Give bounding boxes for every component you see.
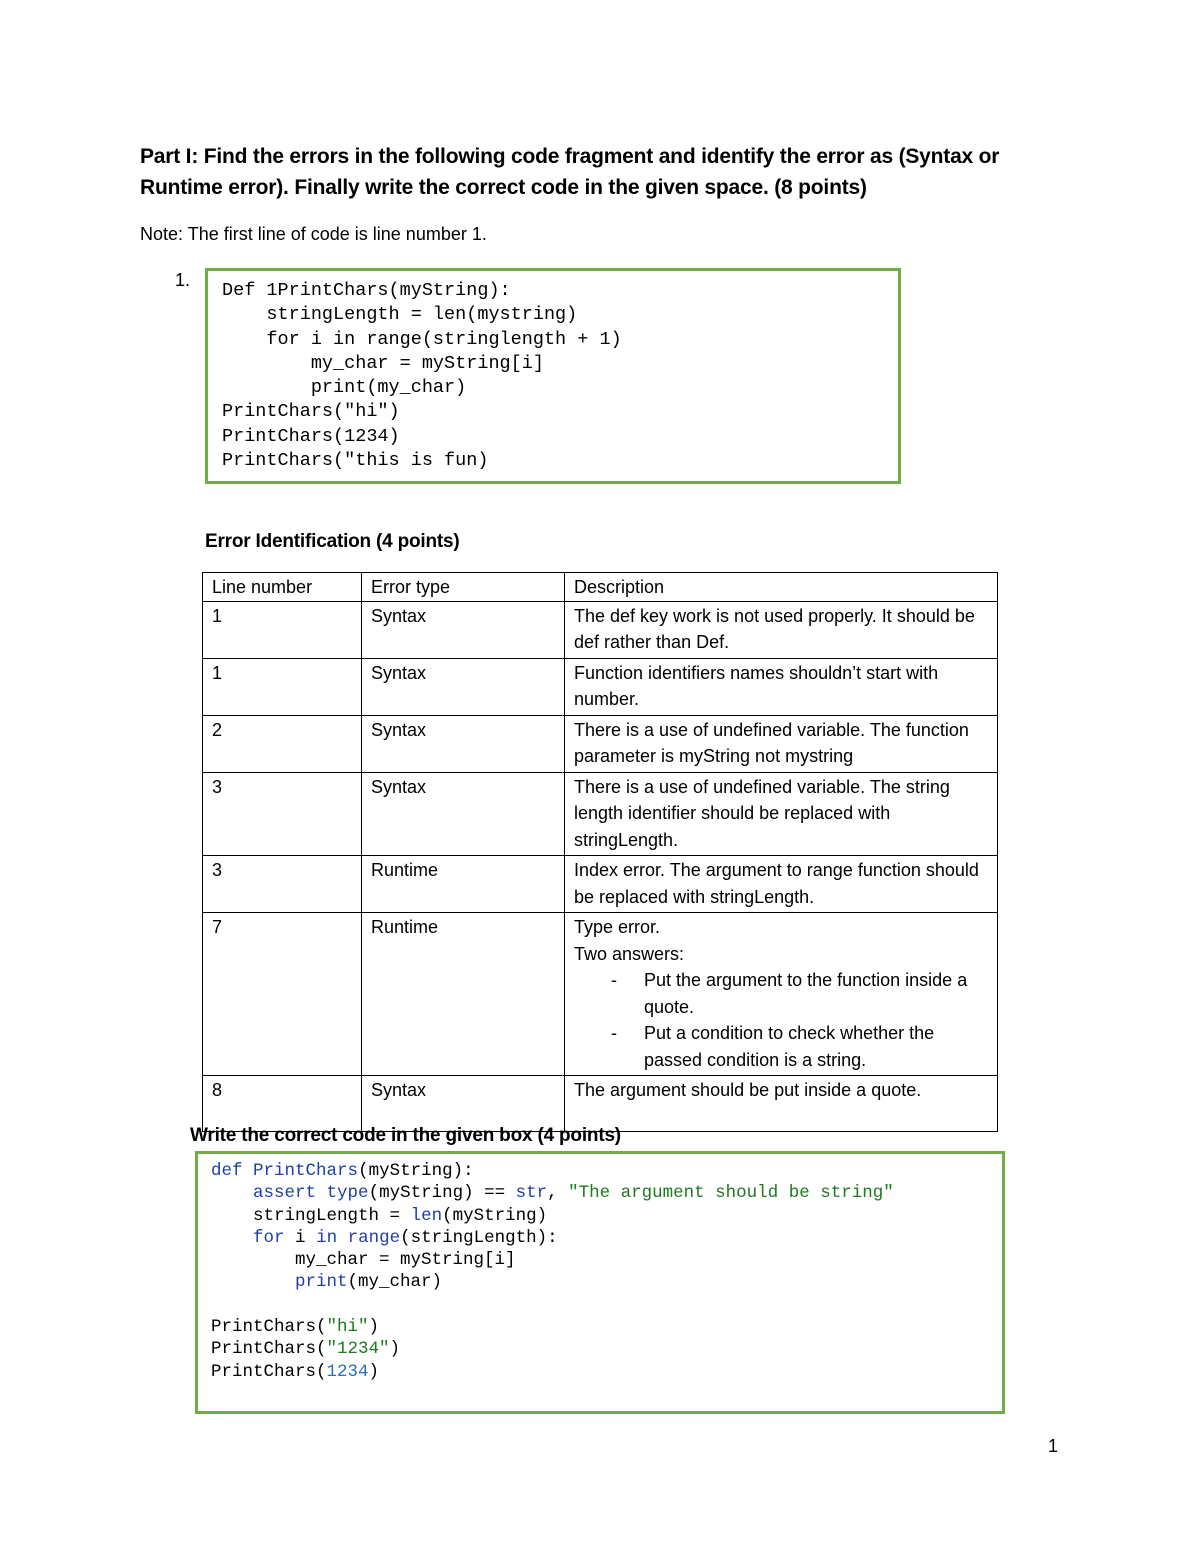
cell-line: 3 [203,856,362,913]
header-line-number: Line number [203,573,362,602]
code-line: print(my_char) [222,377,467,399]
note-label: Note: [140,224,184,244]
code-text: my_char = myString[i] [295,1250,516,1271]
cell-description: There is a use of undefined variable. The function parameter is myString not mystring [565,715,998,772]
code-builtin: range [347,1227,401,1248]
cell-description [565,913,998,1076]
cell-line: 3 [203,772,362,856]
cell-type: Syntax [362,601,565,658]
description-subtext: Two answers: [574,943,685,964]
table-row [203,658,998,715]
cell-line: 1 [203,601,362,658]
list-item: - Put the argument to the function inside a quote. [644,967,987,1020]
code-text: i [295,1227,306,1248]
code-line: my_char = myString[i] [222,352,544,374]
cell-type: Syntax [362,772,565,856]
page-number: 1 [1048,1436,1059,1456]
description-text: Type error. [574,917,661,937]
note-text: The first line of code is line number 1. [183,224,487,244]
cell-line: 2 [203,715,362,772]
code-text: , [547,1183,558,1204]
error-section-title: Error Identification (4 points) [205,531,460,552]
table-row [203,856,998,913]
code-line: PrintChars("this is fun) [222,450,489,472]
question-number: 1. [175,270,191,290]
code-string: "The argument should be string" [568,1183,894,1204]
code-line: PrintChars(1234) [222,425,400,447]
code-line: Def 1PrintChars(myString): [222,280,511,301]
cell-line: 8 [203,1076,362,1132]
code-text: (stringLength): [400,1227,558,1248]
cell-line: 7 [203,913,362,1076]
code-builtin: type [326,1183,369,1204]
code-text: ) [389,1339,401,1360]
error-table [202,572,998,1132]
code-text: PrintChars( [211,1361,327,1382]
cell-line: 1 [203,658,362,715]
code-line: for i in range(stringlength + 1) [222,328,622,350]
code-function-name: PrintChars [253,1161,359,1181]
cell-type: Syntax [362,715,565,772]
code-string: "1234" [326,1339,390,1360]
answer-list [574,967,987,1073]
cell-type: Runtime [362,856,565,913]
code-text: (myString) [442,1205,548,1226]
faulty-code-box [205,268,901,484]
code-text: (myString) == [368,1183,506,1204]
code-keyword: for [253,1227,285,1248]
table-row [203,772,998,856]
cell-type: Runtime [362,913,565,1076]
code-keyword: in [316,1227,338,1248]
faulty-code [222,279,898,473]
table-header-row [203,573,998,602]
correct-code-section-title: Write the correct code in the given box (4 points) [190,1125,621,1146]
cell-type: Syntax [362,1076,565,1132]
code-line: PrintChars("hi") [222,401,400,423]
code-text: PrintChars( [211,1317,327,1338]
code-text: (myString): [358,1161,474,1181]
code-string: "hi" [326,1317,369,1338]
cell-description: Index error. The argument to range function should be replaced with stringLength. [565,856,998,913]
code-builtin: len [410,1205,443,1226]
code-builtin: print [295,1272,348,1293]
code-keyword: def [211,1161,243,1181]
code-text: (my_char) [347,1272,443,1293]
cell-description: Function identifiers names shouldn’t start with number. [565,658,998,715]
section-heading: Part I: Find the errors in the following code fragment and identify the error as (Syntax or Runtime error). Finally write the correct code in the given space. (8 points) [140,145,1000,199]
correct-code [211,1160,1002,1383]
code-builtin: str [515,1183,548,1204]
cell-description: There is a use of undefined variable. The string length identifier should be replaced with stringLength. [565,772,998,856]
code-text: ) [368,1317,380,1338]
code-number: 1234 [326,1361,369,1382]
header-description: Description [565,573,998,602]
header-error-type: Error type [362,573,565,602]
code-line: stringLength = len(mystring) [222,304,578,326]
table-row [203,601,998,658]
note [140,222,487,246]
table-row [203,715,998,772]
correct-code-box [195,1151,1005,1414]
list-item: - Put a condition to check whether the passed condition is a string. [644,1020,987,1073]
cell-description: The argument should be put inside a quote. [565,1076,998,1132]
table-row [203,913,998,1076]
code-text: PrintChars( [211,1339,327,1360]
code-keyword: assert [253,1183,317,1204]
code-text: ) [368,1361,380,1382]
cell-description: The def key work is not used properly. It should be def rather than Def. [565,601,998,658]
code-text: stringLength = [253,1205,401,1226]
cell-type: Syntax [362,658,565,715]
